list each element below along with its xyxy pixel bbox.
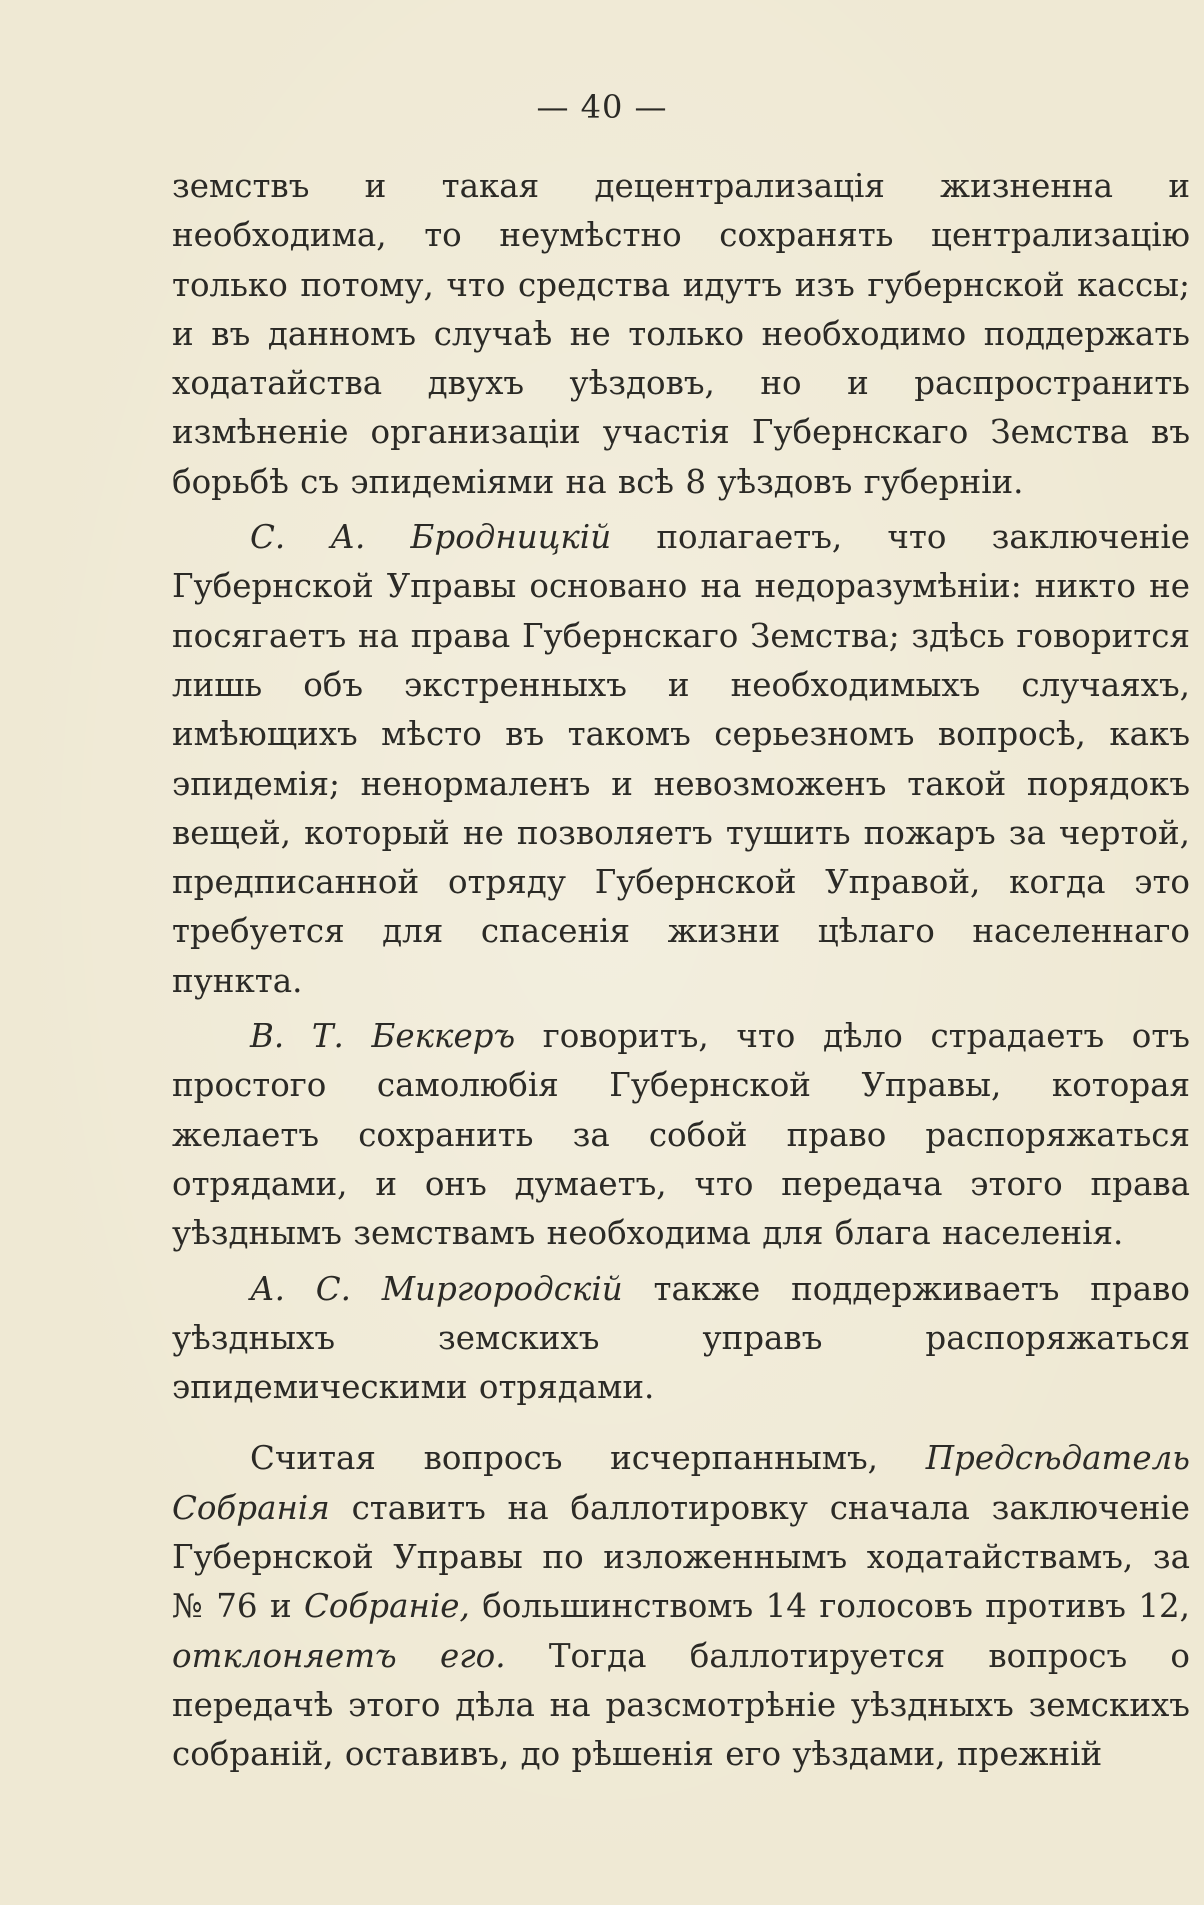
paragraph-body: также поддерживаетъ право уѣздныхъ земскихъ управъ распоряжаться эпидемическими отрядами. xyxy=(172,1269,1190,1407)
assembly-word: Собраніе, xyxy=(304,1587,470,1626)
paragraph-body: земствъ и такая децентрализація жизненна и необходима, то неумѣстно сохранять централизацію только потому, что средства идутъ изъ губернской кассы; и въ данномъ случаѣ не только необходимо поддержать ходатайства двухъ уѣздовъ, но и распространить измѣненіе организаціи участія Губернскаго Земства въ борьбѣ съ эпидеміями на всѣ 8 уѣздовъ губерніи. xyxy=(172,167,1190,501)
paragraph-vote xyxy=(172,1434,1190,1779)
paragraph-brodnitsky xyxy=(172,513,1190,1006)
decision-text: отклоняетъ его. xyxy=(172,1636,506,1675)
vote-text-part: ставитъ на баллотировку сначала заключеніе Губернской Управы по изложеннымъ ходатайствамъ, за № 76 и xyxy=(172,1488,1190,1626)
chairman-title: Предсѣдатель Собранія xyxy=(172,1439,1190,1527)
paragraph-body: полагаетъ, что заключеніе Губернской Управы основано на недоразумѣніи: никто не посягаетъ на права Губернскаго Земства; здѣсь говорится лишь объ экстренныхъ и необходимыхъ случаяхъ, имѣющихъ мѣсто въ такомъ серьезномъ вопросѣ, какъ эпидемія; ненормаленъ и невозможенъ такой порядокъ вещей, который не позволяетъ тушить пожаръ за чертой, предписанной отряду Губернской Управой, когда это требуется для спасенія жизни цѣлаго населеннаго пункта. xyxy=(172,518,1191,1000)
vote-text-part: Считая вопросъ исчерпаннымъ, xyxy=(250,1439,926,1478)
paragraph-bekker xyxy=(172,1012,1190,1258)
speaker-name: А. С. Миргородскій xyxy=(250,1269,623,1308)
vote-text-part: большинствомъ 14 голосовъ противъ 12, xyxy=(469,1587,1191,1626)
speaker-name: В. Т. Беккеръ xyxy=(250,1017,516,1056)
page-number: — 40 — xyxy=(536,88,668,126)
paragraph-body: говоритъ, что дѣло страдаетъ отъ простого самолюбія Губернской Управы, которая желаетъ сохранить за собой право распоряжаться отрядами, и онъ думаетъ, что передача этого права уѣзднымъ земствамъ необходима для блага населенія. xyxy=(172,1017,1190,1253)
vote-text-part: Тогда баллотируется вопросъ о передачѣ этого дѣла на разсмотрѣніе уѣздныхъ земскихъ собраній, оставивъ, до рѣшенія его уѣздами, прежній xyxy=(172,1636,1190,1774)
speaker-name: С. А. Бродницкій xyxy=(250,518,612,557)
paragraph-mirgorodsky xyxy=(172,1265,1190,1413)
paragraph-continuation xyxy=(172,162,1190,507)
text-block xyxy=(172,162,1190,1786)
